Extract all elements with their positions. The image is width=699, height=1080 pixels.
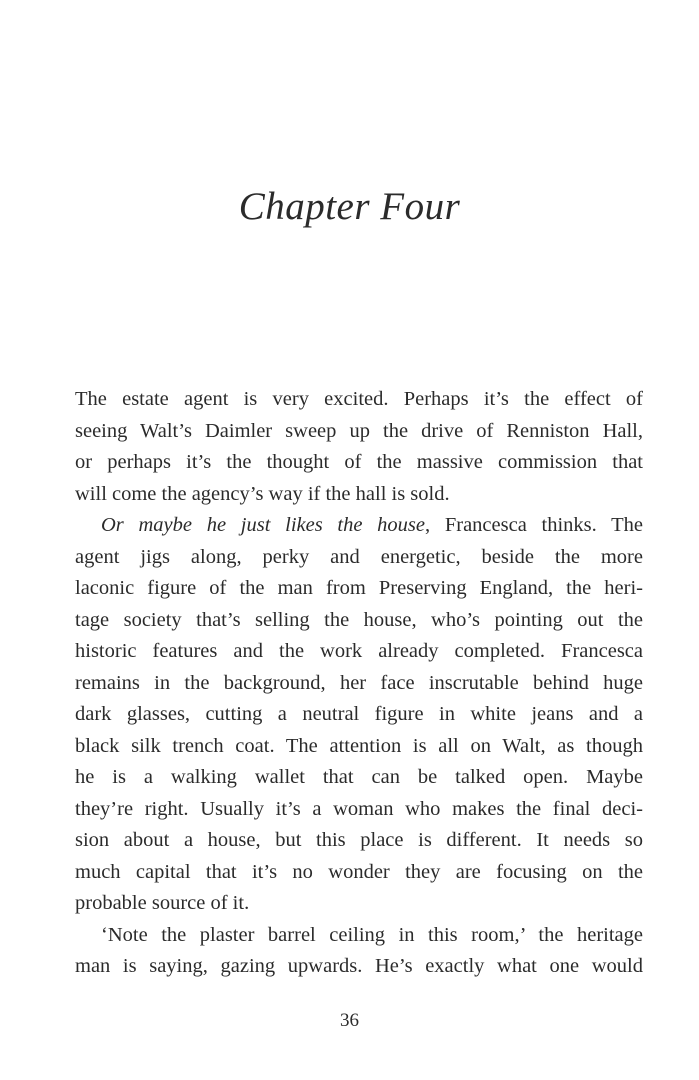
text-line: he is a walking wallet that can be talked open. Maybe: [75, 766, 643, 788]
text-line: ‘Note the plaster barrel ceiling in this room,’ the heritage: [101, 923, 643, 946]
text-line: The estate agent is very excited. Perhaps it’s the effect of: [75, 388, 643, 410]
text-line: remains in the background, her face inscrutable behind huge: [75, 671, 643, 694]
text-line: agent jigs along, perky and energetic, beside the more: [75, 545, 643, 568]
text-line: seeing Walt’s Daimler sweep up the drive of Renniston Hall,: [75, 419, 643, 442]
text-line: or perhaps it’s the thought of the massive commission that: [75, 451, 643, 473]
text-line: [75, 510, 643, 542]
text-span: , Francesca thinks. The: [425, 514, 643, 536]
chapter-title: Chapter Four: [238, 185, 461, 228]
text-line: much capital that it’s no wonder they are focusing on the: [75, 860, 643, 883]
page-number: 36: [340, 1010, 359, 1031]
text-line: dark glasses, cutting a neutral figure in white jeans and a: [75, 703, 643, 725]
text-line: will come the agency’s way if the hall is sold.: [75, 482, 450, 505]
text-line: they’re right. Usually it’s a woman who makes the final deci-: [75, 797, 643, 820]
text-line: probable source of it.: [75, 892, 250, 914]
text-line: tage society that’s selling the house, who’s pointing out the: [75, 608, 643, 631]
text-line: sion about a house, but this place is different. It needs so: [75, 829, 643, 851]
text-line: laconic figure of the man from Preserving England, the heri-: [75, 577, 643, 599]
text-line: black silk trench coat. The attention is all on Walt, as though: [75, 734, 643, 757]
text-line: man is saying, gazing upwards. He’s exactly what one would: [75, 955, 643, 977]
text-line: historic features and the work already completed. Francesca: [75, 640, 643, 662]
body-text: [75, 384, 643, 983]
italic-thought: Or maybe he just likes the house: [101, 514, 426, 536]
